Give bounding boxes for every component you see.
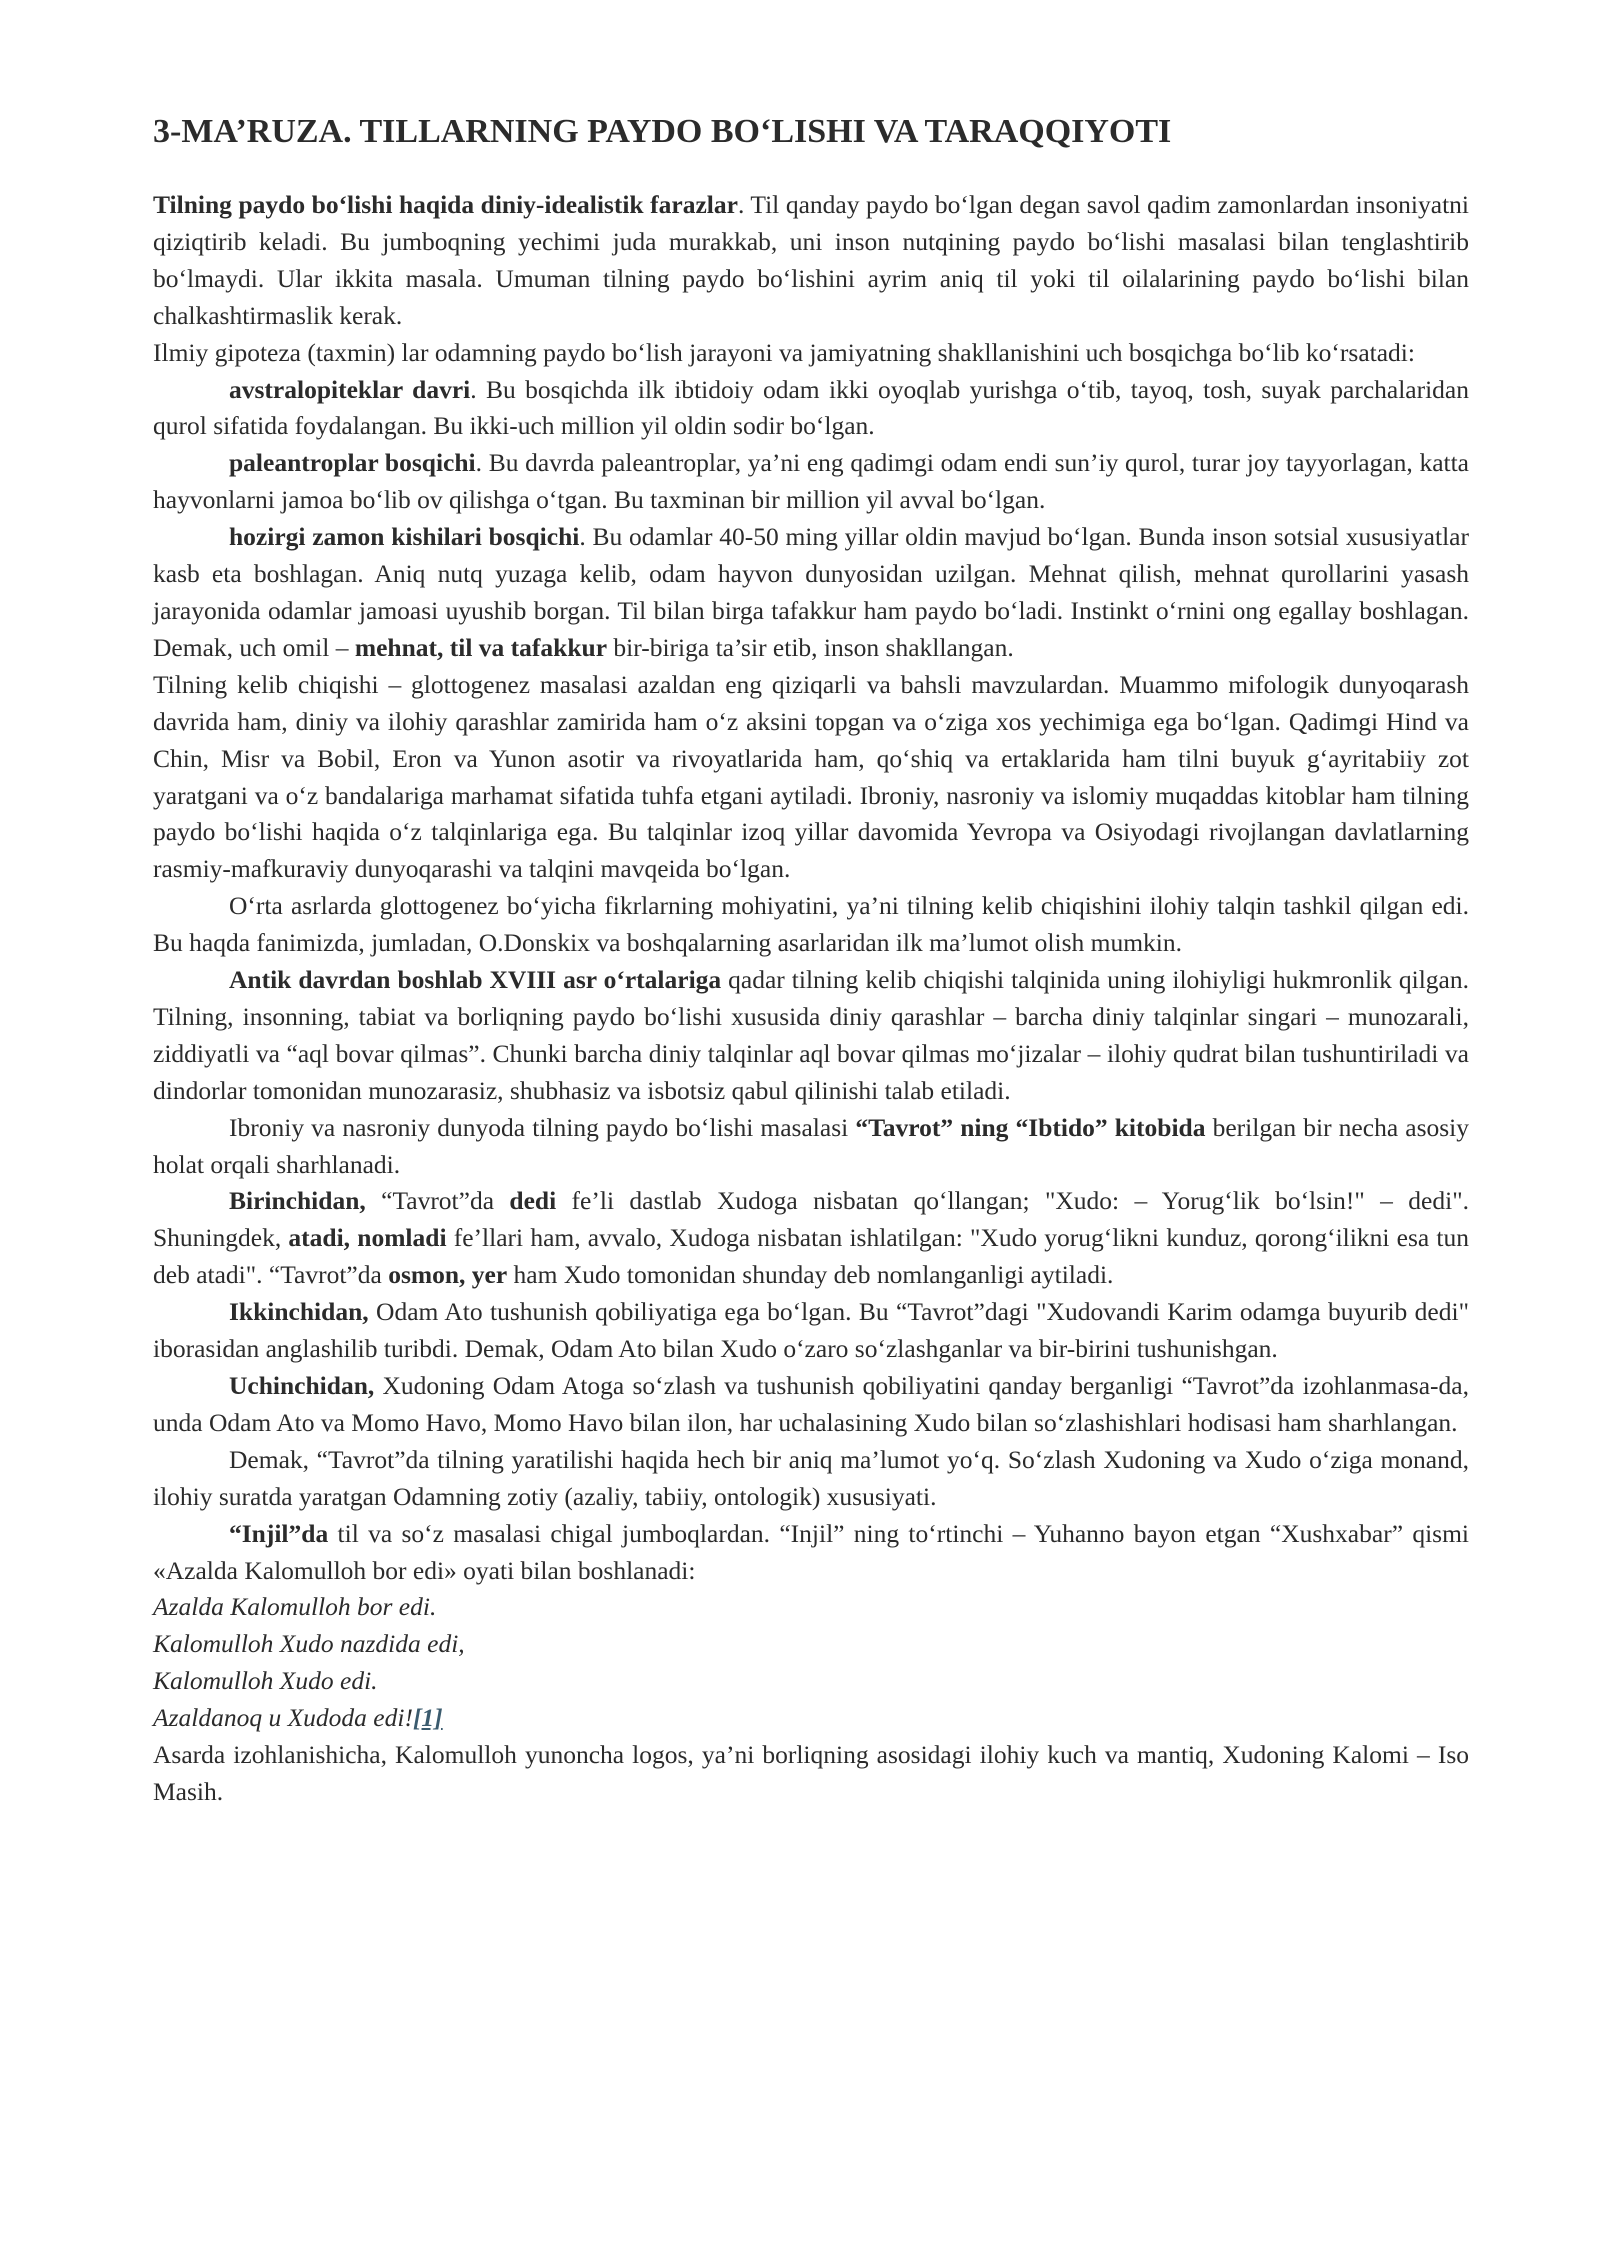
bold-phrase: Ikkinchidan,: [229, 1297, 369, 1327]
verse-line-1: Azalda Kalomulloh bor edi.: [153, 1592, 437, 1622]
paragraph-6: [153, 667, 1469, 888]
verse-line-2: Kalomulloh Xudo nazdida edi,: [153, 1629, 465, 1659]
bold-phrase: “Tavrot” ning “Ibtido” kitobida: [855, 1112, 1206, 1142]
paragraph-text: . Bu odamlar 40-50 ming yillar oldin mavjud bo‘lgan. Bunda inson sotsial xususiyatlar kasb eta boshlagan. Aniq nutq yuzaga kelib, odam hayvon dunyosidan uzilgan. Mehnat qilish, mehnat qurollarini yasash jarayonida odamlar jamoasi uyushib borgan. Til bilan birga tafakkur ham paydo bo‘ladi. Instinkt o‘rnini ong egallay boshlagan. Demak, uch omil –: [153, 522, 1469, 662]
paragraph-9: [153, 1110, 1469, 1184]
paragraph-2: [153, 335, 1469, 372]
paragraph-text: Odam Ato tushunish qobiliyatiga ega bo‘lgan. Bu “Tavrot”dagi "Xudovandi Karim odamga buyurib dedi" iborasidan anglashilib turibdi. Demak, Odam Ato bilan Xudo o‘zaro so‘zlashganlar va bir-birini tushunishgan.: [153, 1297, 1469, 1364]
paragraph-text: Tilning kelib chiqishi – glottogenez masalasi azaldan eng qiziqarli va bahsli mavzulardan. Muammo mifologik dunyoqarash davrida ham, diniy va ilohiy qarashlar zamirida ham o‘z aksini topgan va o‘ziga xos yechimiga ega bo‘lgan. Qadimgi Hind va Chin, Misr va Bobil, Eron va Yunon asotir va rivoyatlarida ham, qo‘shiq va ertaklarida ham tilni buyuk g‘ayritabiiy zot yaratgani va o‘z bandalariga marhamat sifatida tuhfa etgani aytiladi. Ibroniy, nasroniy va islomiy muqaddas kitoblar ham tilning paydo bo‘lishi haqida o‘z talqinlariga ega. Bu talqinlar izoq yillar davomida Yevropa va Osiyodagi rivojlangan davlatlarning rasmiy-mafkuraviy dunyoqarashi va talqini mavqeida bo‘lgan.: [153, 669, 1469, 884]
paragraph-14: [153, 1516, 1469, 1590]
bold-phrase: avstralopiteklar davri: [229, 374, 471, 404]
verse-line-3: Kalomulloh Xudo edi.: [153, 1666, 378, 1696]
paragraph-11: [153, 1294, 1469, 1368]
paragraph-8: [153, 962, 1469, 1110]
bold-phrase: paleantroplar bosqichi: [229, 448, 476, 478]
paragraph-text: Ilmiy gipoteza (taxmin) lar odamning paydo bo‘lish jarayoni va jamiyatning shakllanishini uch bosqichga bo‘lib ko‘rsatadi:: [153, 337, 1415, 367]
paragraph-13: [153, 1442, 1469, 1516]
paragraph-7: [153, 888, 1469, 962]
paragraph-text: . Bu davrda paleantroplar, ya’ni eng qadimgi odam endi sun’iy qurol, turar joy tayyorlagan, katta hayvonlarni jamoa bo‘lib ov qilishga o‘tgan. Bu taxminan bir million yil avval bo‘lgan.: [153, 448, 1469, 515]
paragraph-text: Xudoning Odam Atoga so‘zlash va tushunish qobiliyatini qanday berganligi “Tavrot”da izohlanmasa-da, unda Odam Ato va Momo Havo, Momo Havo bilan ilon, har uchalasining Xudo bilan so‘zlashishlari hodisasi ham sharhlangan.: [153, 1371, 1469, 1437]
paragraph-text: bir-biriga ta’sir etib, inson shakllangan.: [607, 632, 1014, 662]
verse-line-4: [153, 1700, 1469, 1737]
paragraph-text: fe’li dastlab Xudoga nisbatan qo‘llangan; "Xudo: – Yorug‘lik bo‘lsin!" – dedi". Shuningdek,: [153, 1186, 1469, 1253]
paragraph-3: [153, 372, 1469, 446]
paragraph-text: fe’llari ham, avvalo, Xudoga nisbatan ishlatilgan: "Xudo yorug‘likni kunduz, qorong‘ilikni esa tun deb atadi". “Tavrot”da: [153, 1223, 1469, 1290]
paragraph-text: . Bu bosqichda ilk ibtidoiy odam ikki oyoqlab yurishga o‘tib, tayoq, tosh, suyak parchalaridan qurol sifatida foydalangan. Bu ikki-uch million yil oldin sodir bo‘lgan.: [153, 374, 1470, 441]
paragraph-text: “Tavrot”da: [365, 1186, 510, 1216]
paragraph-text: Asarda izohlanishicha, Kalomulloh yunoncha logos, ya’ni borliqning asosidagi ilohiy kuch va mantiq, Xudoning Kalomi – Iso Masih.: [153, 1740, 1469, 1806]
paragraph-text: til va so‘z masalasi chigal jumboqlardan. “Injil” ning to‘rtinchi – Yuhanno bayon etgan “Xushxabar” qismi «Azalda Kalomulloh bor edi» oyati bilan boshlanadi:: [153, 1518, 1469, 1585]
paragraph-1: [153, 187, 1469, 335]
bold-phrase: Antik davrdan boshlab XVIII asr o‘rtalariga: [229, 965, 722, 995]
page-title: 3-MA’RUZA. TILLARNING PAYDO BO‘LISHI VA TARAQQIYOTI: [153, 113, 1172, 150]
bold-phrase: atadi, nomladi: [288, 1223, 447, 1253]
paragraph-text: ham Xudo tomonidan shunday deb nomlanganligi aytiladi.: [507, 1260, 1114, 1290]
paragraph-text: . Til qanday paydo bo‘lgan degan savol qadim zamonlardan insoniyatni qiziqtirib keladi. Bu jumboqning yechimi juda murakkab, uni inson nutqining paydo bo‘lishi masalasi bilan tenglashtirib bo‘lmaydi. Ular ikkita masala. Umuman tilning paydo bo‘lishini ayrim aniq til yoki til oilalarining paydo bo‘lishi bilan chalkashtirmaslik kerak.: [153, 190, 1470, 330]
bold-phrase: dedi: [509, 1186, 557, 1216]
paragraph-5: [153, 519, 1469, 667]
bold-phrase: Tilning paydo bo‘lishi haqida diniy-idealistik farazlar: [153, 190, 738, 219]
bold-phrase: Birinchidan,: [229, 1186, 366, 1216]
paragraph-10: [153, 1183, 1469, 1294]
bold-phrase: Uchinchidan,: [229, 1371, 375, 1400]
document-page: [153, 110, 1469, 1811]
verse-text: Azaldanoq u Xudoda edi!: [153, 1703, 413, 1733]
paragraph-4: [153, 445, 1469, 519]
paragraph-15: [153, 1737, 1469, 1811]
paragraph-text: O‘rta asrlarda glottogenez bo‘yicha fikrlarning mohiyatini, ya’ni tilning kelib chiqishini ilohiy talqin tashkil qilgan edi. Bu haqda fanimizda, jumladan, O.Donskix va boshqalarning asarlaridan ilk ma’lumot olish mumkin.: [153, 891, 1469, 958]
paragraph-text: qadar tilning kelib chiqishi talqinida uning ilohiyligi hukmronlik qilgan. Tilning, insonning, tabiat va borliqning paydo bo‘lishi xususida diniy qarashlar – barcha diniy talqinlar singari – munozarali, ziddiyatli va “aql bovar qilmas”. Chunki barcha diniy talqinlar aql bovar qilmas mo‘jizalar – ilohiy qudrat bilan tushuntiriladi va dindorlar tomonidan munozarasiz, shubhasiz va isbotsiz qabul qilinishi talab etiladi.: [153, 965, 1469, 1105]
paragraph-text: Demak, “Tavrot”da tilning yaratilishi haqida hech bir aniq ma’lumot yo‘q. So‘zlash Xudoning va Xudo o‘ziga monand, ilohiy suratda yaratgan Odamning zotiy (azaliy, tabiiy, ontologik) xususiyati.: [153, 1444, 1469, 1511]
bold-phrase: osmon, yer: [388, 1260, 508, 1290]
footnote-link[interactable]: [1]: [412, 1703, 443, 1733]
paragraph-text: berilgan bir necha asosiy holat orqali sharhlanadi.: [153, 1112, 1470, 1179]
paragraph-12: [153, 1368, 1469, 1442]
bold-phrase: mehnat, til va tafakkur: [354, 632, 608, 662]
bold-phrase: “Injil”da: [229, 1518, 329, 1548]
paragraph-text: Ibroniy va nasroniy dunyoda tilning paydo bo‘lishi masalasi: [229, 1112, 856, 1142]
bold-phrase: hozirgi zamon kishilari bosqichi: [229, 522, 580, 552]
